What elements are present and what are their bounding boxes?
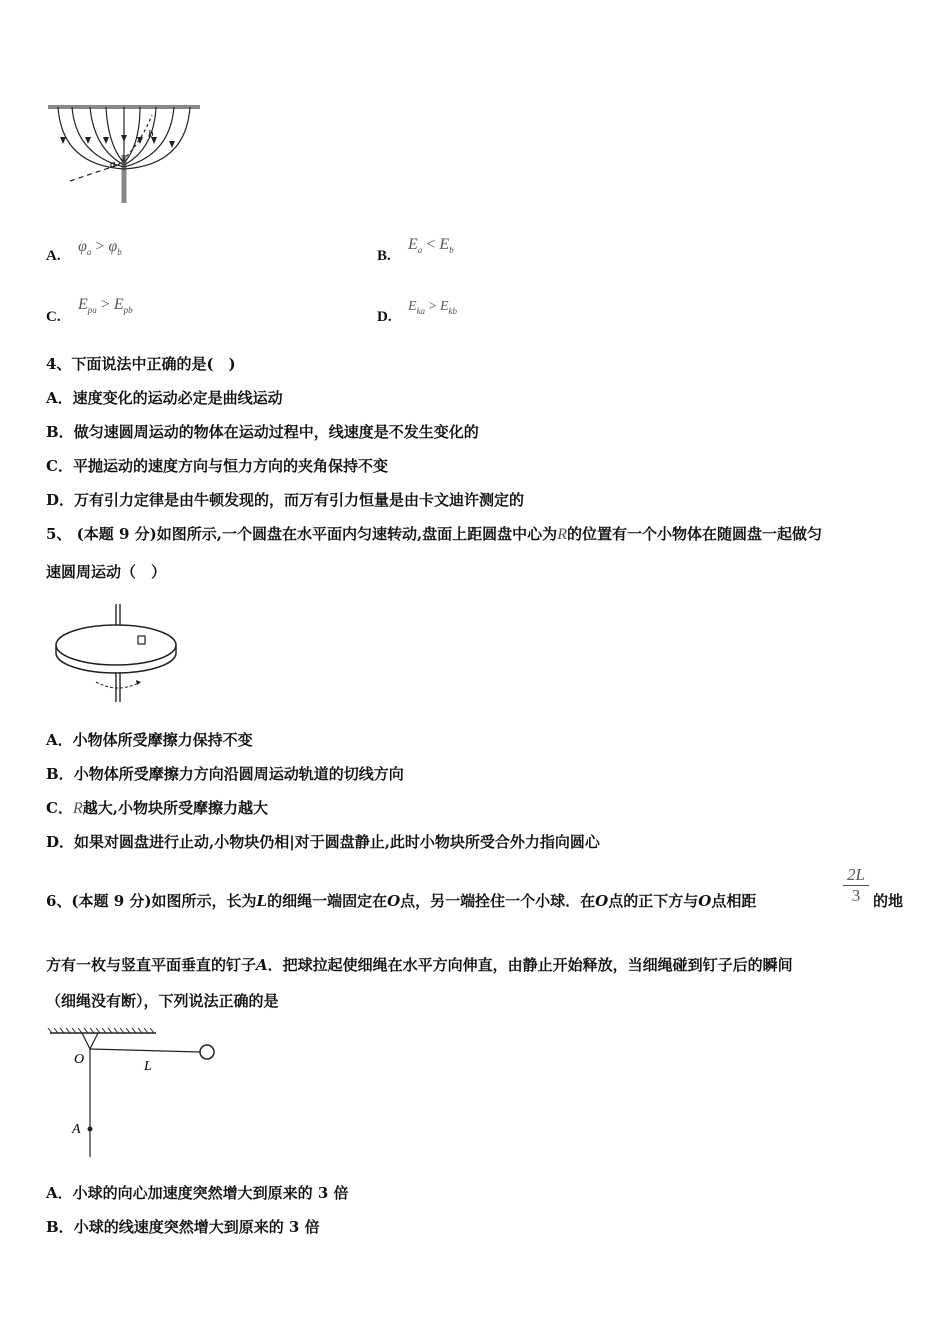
operator: > — [428, 299, 437, 314]
q6-stem-line2b: ．把球拉起使细绳在水平方向伸直，由静止开始释放，当细绳碰到钉子后的瞬间 — [267, 956, 793, 974]
q6-stem-a: 6、(本题 9 分)如图所示，长为 — [46, 892, 257, 910]
option-text: 做匀速圆周运动的物体在运动过程中，线速度是不发生变化的 — [73, 423, 479, 441]
option-text: 小球的向心加速度突然增大到原来的 3 倍 — [72, 1184, 349, 1202]
q6-stem-b: 的细绳一端固定在 — [267, 892, 388, 910]
lhs: φ — [78, 238, 87, 255]
q3-option-c-expr — [78, 296, 133, 315]
var-o: O — [387, 892, 401, 910]
operator: > — [95, 238, 105, 255]
q5-stem-part2: 的位置有一个小物体在随圆盘一起做匀 — [566, 525, 822, 543]
length-l-label: L — [144, 1059, 152, 1074]
lhs: E — [78, 296, 88, 313]
var-o: O — [698, 892, 712, 910]
option-letter: A． — [46, 1184, 73, 1202]
q4-option-d[interactable] — [46, 490, 524, 510]
rotating-disk-figure — [50, 600, 190, 710]
option-text: 如果对圆盘进行止动,小物块仍相|对于圆盘静止,此时小物块所受合外力指向圆心 — [74, 833, 600, 851]
option-letter: A． — [46, 389, 73, 407]
q3-option-d-expr — [408, 299, 457, 316]
q3-option-d[interactable] — [377, 306, 392, 326]
option-letter: D. — [377, 309, 392, 325]
rhs: E — [113, 296, 124, 313]
q6-stem-c: 点，另一端拴住一个小球．在 — [400, 892, 596, 910]
rhs-sub: b — [117, 247, 122, 258]
q6-stem-line3: （细绳没有断），下列说法正确的是 — [46, 992, 279, 1010]
rhs: φ — [108, 238, 118, 255]
q3-option-b-expr — [408, 236, 454, 255]
q3-option-b[interactable] — [377, 245, 391, 265]
q5-option-a[interactable] — [46, 730, 253, 750]
rhs-sub: b — [449, 245, 454, 256]
q6-stem-line2a: 方有一枚与竖直平面垂直的钉子 — [46, 956, 257, 974]
option-text: 万有引力定律是由牛顿发现的，而万有引力恒量是由卡文迪许测定的 — [74, 491, 525, 509]
q4-stem: 4、下面说法中正确的是( ) — [46, 355, 236, 373]
fraction-denominator: 3 — [851, 886, 861, 905]
q3-option-a-expr — [78, 238, 122, 257]
point-a-label: a — [110, 158, 116, 170]
rhs-sub: kb — [448, 305, 458, 316]
q5-stem-part1: 5、 (本题 9 分)如图所示,一个圆盘在水平面内匀速转动,盘面上距圆盘中心为 — [46, 525, 558, 543]
option-letter: A. — [46, 248, 61, 264]
q6-stem — [46, 891, 756, 911]
q4-option-b[interactable] — [46, 422, 479, 442]
option-text: 平抛运动的速度方向与恒力方向的夹角保持不变 — [72, 457, 388, 475]
q5-option-c[interactable] — [46, 798, 268, 819]
fraction-numerator: 2L — [843, 865, 869, 886]
q3-option-c[interactable] — [46, 306, 61, 326]
rhs: E — [439, 236, 450, 253]
option-letter: B． — [46, 1218, 74, 1236]
option-text: 小球的线速度突然增大到原来的 3 倍 — [73, 1218, 320, 1236]
q3-option-a[interactable] — [46, 245, 61, 265]
var-o: O — [595, 892, 609, 910]
q6-stem-e: 点相距 — [711, 892, 757, 910]
point-o-label: O — [74, 1052, 85, 1067]
option-letter: B. — [377, 248, 391, 264]
var-r: R — [557, 526, 567, 543]
option-letter: D． — [46, 833, 75, 851]
field-lines-figure — [40, 95, 240, 215]
option-text: 速度变化的运动必定是曲线运动 — [72, 389, 283, 407]
lhs: E — [408, 299, 417, 314]
operator: > — [100, 296, 110, 313]
q5-stem — [46, 524, 822, 545]
var-r: R — [72, 800, 83, 817]
option-letter: C． — [46, 457, 73, 475]
rhs-sub: pb — [123, 305, 133, 316]
q5-stem-line2: 速圆周运动（ ） — [46, 563, 167, 581]
option-letter: C. — [46, 309, 61, 325]
rhs: E — [439, 299, 449, 314]
q5-option-d[interactable] — [46, 832, 600, 852]
fraction-2l-over-3 — [843, 865, 869, 906]
point-a-label: A — [72, 1122, 81, 1137]
pendulum-nail-figure — [44, 1025, 244, 1165]
q5-option-b[interactable] — [46, 764, 404, 784]
lhs-sub: a — [86, 247, 92, 258]
q6-option-b[interactable] — [46, 1217, 320, 1237]
point-b-label: b — [148, 128, 154, 140]
lhs: E — [408, 236, 418, 253]
lhs-sub: ka — [416, 305, 426, 316]
q4-option-a[interactable] — [46, 388, 283, 408]
option-letter: D． — [46, 491, 75, 509]
lhs-sub: a — [417, 245, 423, 256]
q6-stem-d: 点的正下方与 — [608, 892, 699, 910]
q6-option-a[interactable] — [46, 1183, 349, 1203]
lhs-sub: pa — [87, 305, 97, 316]
option-letter: A． — [46, 731, 73, 749]
option-text: 越大,小物块所受摩擦力越大 — [82, 799, 268, 817]
option-letter: B． — [46, 423, 74, 441]
option-letter: C． — [46, 799, 73, 817]
var-a: A — [256, 956, 268, 974]
q6-stem-line2 — [46, 955, 793, 975]
option-letter: B． — [46, 765, 74, 783]
operator: < — [426, 236, 436, 253]
q6-stem-end: 的地 — [873, 892, 904, 910]
var-l: L — [256, 892, 268, 910]
q4-option-c[interactable] — [46, 456, 388, 476]
option-text: 小物体所受摩擦力保持不变 — [72, 731, 253, 749]
option-text: 小物体所受摩擦力方向沿圆周运动轨道的切线方向 — [73, 765, 404, 783]
